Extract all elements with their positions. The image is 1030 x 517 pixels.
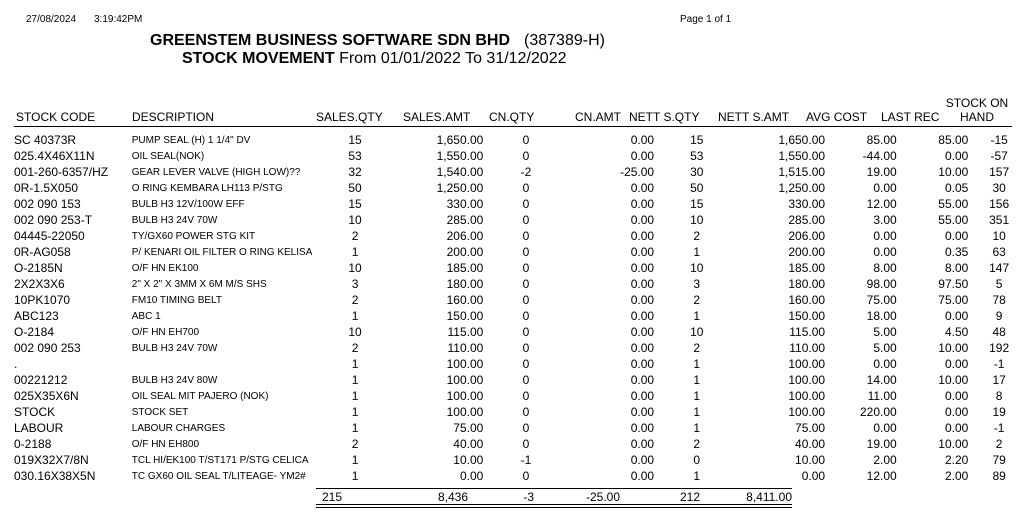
table-row <box>14 196 1030 212</box>
table-row <box>14 372 1030 388</box>
stock-code-cell: 002 090 253-T <box>14 213 93 227</box>
report-heading <box>182 50 567 68</box>
sales-qty-cell: 2 <box>351 437 359 451</box>
cn-amt-cell: 0.00 <box>630 245 655 259</box>
nett-sqty-cell: 10 <box>690 213 704 227</box>
description-cell: GEAR LEVER VALVE (HIGH LOW)?? <box>131 166 301 178</box>
nett-sqty-cell: 2 <box>693 341 701 355</box>
description-cell: O/F HN EH800 <box>131 438 200 450</box>
stock-code-cell: . <box>14 357 18 371</box>
last-rec-cell: 2.20 <box>944 453 969 467</box>
table-row <box>14 356 1030 372</box>
cn-amt-cell: 0.00 <box>630 453 655 467</box>
col-last-rec: LAST REC <box>881 110 940 124</box>
nett-samt-cell: 75.00 <box>795 421 826 435</box>
stock-on-hand-cell: 147 <box>989 261 1010 275</box>
cn-amt-cell: 0.00 <box>630 421 655 435</box>
description-cell: BULB H3 12V/100W EFF <box>131 198 245 210</box>
last-rec-cell: 55.00 <box>938 197 969 211</box>
cn-amt-cell: 0.00 <box>630 181 655 195</box>
stock-on-hand-cell: 5 <box>995 277 1003 291</box>
sales-amt-cell: 1,550.00 <box>436 149 484 163</box>
nett-sqty-cell: 15 <box>690 197 704 211</box>
nett-samt-cell: 100.00 <box>788 357 826 371</box>
last-rec-cell: 8.00 <box>944 261 969 275</box>
stock-code-cell: O-2184 <box>14 325 55 339</box>
total-sales-amt: 8,436 <box>437 490 468 504</box>
nett-sqty-cell: 30 <box>690 165 704 179</box>
cn-qty-cell: 0 <box>522 181 530 195</box>
table-row <box>14 260 1030 276</box>
last-rec-cell: 2.00 <box>944 469 969 483</box>
cn-amt-cell: 0.00 <box>630 405 655 419</box>
cn-amt-cell: 0.00 <box>630 469 655 483</box>
stock-code-cell: 002 090 253 <box>14 341 81 355</box>
sales-amt-cell: 330.00 <box>446 197 484 211</box>
company-name: GREENSTEM BUSINESS SOFTWARE SDN BHD <box>150 32 511 49</box>
stock-code-cell: SC 40373R <box>14 133 77 147</box>
sales-amt-cell: 180.00 <box>446 277 484 291</box>
avg-cost-cell: 5.00 <box>873 341 897 355</box>
nett-samt-cell: 100.00 <box>788 373 826 387</box>
cn-amt-cell: 0.00 <box>630 133 655 147</box>
avg-cost-cell: 8.00 <box>873 261 897 275</box>
table-row <box>14 212 1030 228</box>
stock-on-hand-cell: 19 <box>992 405 1006 419</box>
table-row <box>14 420 1030 436</box>
sales-qty-cell: 15 <box>348 133 362 147</box>
sales-qty-cell: 2 <box>351 229 359 243</box>
sales-qty-cell: 2 <box>351 293 359 307</box>
stock-on-hand-cell: 192 <box>989 341 1010 355</box>
avg-cost-cell: 0.00 <box>873 357 897 371</box>
stock-code-cell: 019X32X7/8N <box>14 453 89 467</box>
description-cell <box>132 356 313 372</box>
nett-samt-cell: 285.00 <box>788 213 826 227</box>
description-cell: BULB H3 24V 70W <box>131 214 218 226</box>
stock-on-hand-cell: 89 <box>992 469 1006 483</box>
table-row <box>14 148 1030 164</box>
total-nett-samt: 8,411.00 <box>746 490 792 504</box>
cn-qty-cell: 0 <box>522 373 530 387</box>
nett-sqty-cell: 10 <box>690 325 704 339</box>
stock-code-cell: 00221212 <box>14 373 68 387</box>
col-stock-on-hand-line1: STOCK ON <box>945 96 1009 110</box>
cn-amt-cell: -25.00 <box>620 165 655 179</box>
last-rec-cell: 85.00 <box>938 133 969 147</box>
stock-on-hand-cell: -57 <box>990 149 1008 163</box>
nett-sqty-cell: 1 <box>693 469 701 483</box>
avg-cost-cell: 11.00 <box>867 389 897 403</box>
cn-amt-cell: 0.00 <box>630 149 655 163</box>
cn-qty-cell: 0 <box>522 421 530 435</box>
cn-amt-cell: 0.00 <box>630 213 655 227</box>
sales-qty-cell: 1 <box>351 405 359 419</box>
table-row <box>14 468 1030 484</box>
description-cell: TC GX60 OIL SEAL T/LITEAGE- YM2# <box>131 470 306 482</box>
avg-cost-cell: 19.00 <box>866 437 897 451</box>
sales-amt-cell: 285.00 <box>446 213 484 227</box>
description-cell: ABC 1 <box>131 310 161 322</box>
sales-qty-cell: 2 <box>351 341 359 355</box>
last-rec-cell: 0.00 <box>944 229 969 243</box>
cn-qty-cell: 0 <box>522 405 530 419</box>
cn-qty-cell: 0 <box>522 229 530 243</box>
description-cell: OIL SEAL(NOK) <box>131 150 205 162</box>
nett-sqty-cell: 15 <box>690 133 704 147</box>
table-row <box>14 324 1030 340</box>
cn-amt-cell: 0.00 <box>630 293 655 307</box>
last-rec-cell: 0.35 <box>944 245 969 259</box>
sales-qty-cell: 3 <box>351 277 359 291</box>
sales-qty-cell: 10 <box>348 213 362 227</box>
cn-amt-cell: 0.00 <box>630 197 655 211</box>
nett-sqty-cell: 0 <box>693 453 701 467</box>
nett-samt-cell: 1,515.00 <box>778 165 826 179</box>
last-rec-cell: 0.05 <box>944 181 969 195</box>
nett-samt-cell: 100.00 <box>788 405 826 419</box>
sales-qty-cell: 1 <box>351 309 359 323</box>
nett-samt-cell: 1,650.00 <box>778 133 826 147</box>
stock-code-cell: 0R-1.5X050 <box>14 181 79 195</box>
stock-code-cell: 04445-22050 <box>14 229 85 243</box>
stock-code-cell: 0R-AG058 <box>14 245 71 259</box>
description-cell: STOCK SET <box>131 406 189 418</box>
stock-code-cell: 002 090 153 <box>14 197 81 211</box>
sales-amt-cell: 0.00 <box>459 469 484 483</box>
description-cell: OIL SEAL MIT PAJERO (NOK) <box>131 390 269 402</box>
last-rec-cell: 75.00 <box>938 293 969 307</box>
nett-sqty-cell: 1 <box>693 421 701 435</box>
company-registration: (387389-H) <box>524 32 605 49</box>
sales-amt-cell: 1,650.00 <box>436 133 484 147</box>
nett-samt-cell: 206.00 <box>788 229 826 243</box>
stock-on-hand-cell: 17 <box>992 373 1006 387</box>
avg-cost-cell: 19.00 <box>866 165 897 179</box>
cn-qty-cell: 0 <box>522 149 530 163</box>
nett-sqty-cell: 1 <box>693 357 701 371</box>
stock-on-hand-cell: 79 <box>992 453 1006 467</box>
cn-amt-cell: 0.00 <box>630 277 655 291</box>
description-cell: O/F HN EH700 <box>131 326 200 338</box>
stock-code-cell: ABC123 <box>14 309 59 323</box>
total-sales-qty: 215 <box>321 490 342 504</box>
nett-samt-cell: 100.00 <box>788 389 826 403</box>
cn-amt-cell: 0.00 <box>630 229 655 243</box>
sales-qty-cell: 1 <box>351 245 359 259</box>
stock-code-cell: 10PK1070 <box>14 293 71 307</box>
cn-amt-cell: 0.00 <box>630 357 655 371</box>
last-rec-cell: 0.00 <box>944 405 969 419</box>
stock-on-hand-cell: 9 <box>995 309 1003 323</box>
avg-cost-cell: 98.00 <box>866 277 897 291</box>
cn-qty-cell: 0 <box>522 245 530 259</box>
sales-amt-cell: 75.00 <box>453 421 484 435</box>
nett-samt-cell: 1,250.00 <box>778 181 826 195</box>
table-row <box>14 228 1030 244</box>
last-rec-cell: 0.00 <box>944 421 969 435</box>
nett-sqty-cell: 1 <box>693 309 701 323</box>
nett-sqty-cell: 2 <box>693 293 701 307</box>
avg-cost-cell: 5.00 <box>873 325 897 339</box>
last-rec-cell: 55.00 <box>938 213 969 227</box>
nett-samt-cell: 330.00 <box>788 197 826 211</box>
avg-cost-cell: 75.00 <box>866 293 897 307</box>
description-cell: BULB H3 24V 80W <box>131 374 218 386</box>
page-number: Page 1 of 1 <box>680 14 732 25</box>
table-row <box>14 436 1030 452</box>
table-row <box>14 276 1030 292</box>
stock-on-hand-cell: 10 <box>992 229 1006 243</box>
cn-amt-cell: 0.00 <box>630 325 655 339</box>
nett-sqty-cell: 1 <box>693 245 701 259</box>
stock-on-hand-cell: 351 <box>989 213 1010 227</box>
nett-samt-cell: 1,550.00 <box>778 149 826 163</box>
avg-cost-cell: 12.00 <box>866 197 897 211</box>
sales-qty-cell: 1 <box>351 389 359 403</box>
last-rec-cell: 4.50 <box>944 325 969 339</box>
table-row <box>14 340 1030 356</box>
sales-qty-cell: 10 <box>348 325 362 339</box>
sales-qty-cell: 15 <box>348 197 362 211</box>
stock-code-cell: STOCK <box>14 405 56 419</box>
table-row <box>14 404 1030 420</box>
nett-sqty-cell: 10 <box>690 261 704 275</box>
nett-sqty-cell: 53 <box>690 149 704 163</box>
last-rec-cell: 0.00 <box>944 389 969 403</box>
sales-amt-cell: 1,250.00 <box>436 181 484 195</box>
report-period: From 01/01/2022 To 31/12/2022 <box>339 50 567 67</box>
col-cn-qty: CN.QTY <box>489 110 535 124</box>
table-row <box>14 292 1030 308</box>
avg-cost-cell: 18.00 <box>866 309 897 323</box>
cn-qty-cell: 0 <box>522 389 530 403</box>
col-nett-samt: NETT S.AMT <box>718 110 790 124</box>
avg-cost-cell: -44.00 <box>862 149 897 163</box>
cn-amt-cell: 0.00 <box>630 373 655 387</box>
last-rec-cell: 0.00 <box>944 149 969 163</box>
stock-code-cell: 030.16X38X5N <box>14 469 96 483</box>
description-cell: BULB H3 24V 70W <box>131 342 218 354</box>
print-date: 27/08/2024 <box>26 14 77 25</box>
col-sales-qty: SALES.QTY <box>316 110 383 124</box>
nett-samt-cell: 115.00 <box>789 325 826 339</box>
stock-code-cell: 0-2188 <box>14 437 52 451</box>
stock-code-cell: LABOUR <box>14 421 64 435</box>
description-cell: P/ KENARI OIL FILTER O RING KELISA <box>131 246 313 258</box>
cn-qty-cell: 0 <box>522 469 530 483</box>
sales-amt-cell: 100.00 <box>446 389 484 403</box>
sales-qty-cell: 50 <box>348 181 362 195</box>
sales-qty-cell: 1 <box>351 357 359 371</box>
table-row <box>14 180 1030 196</box>
description-cell: TY/GX60 POWER STG KIT <box>131 230 256 242</box>
sales-qty-cell: 1 <box>351 453 359 467</box>
cn-qty-cell: 0 <box>522 133 530 147</box>
sales-amt-cell: 185.00 <box>446 261 484 275</box>
nett-samt-cell: 180.00 <box>788 277 826 291</box>
total-cn-qty: -3 <box>523 490 534 504</box>
nett-samt-cell: 0.00 <box>801 469 826 483</box>
col-cn-amt: CN.AMT <box>575 110 621 124</box>
table-row <box>14 308 1030 324</box>
totals-top-rule <box>316 488 792 489</box>
nett-sqty-cell: 2 <box>693 229 701 243</box>
cn-qty-cell: 0 <box>522 277 530 291</box>
nett-samt-cell: 160.00 <box>788 293 826 307</box>
total-nett-sqty: 212 <box>679 490 700 504</box>
stock-on-hand-cell: 78 <box>992 293 1006 307</box>
stock-on-hand-cell: 48 <box>992 325 1006 339</box>
cn-qty-cell: 0 <box>522 341 530 355</box>
print-time: 3:19:42PM <box>94 14 143 25</box>
sales-qty-cell: 53 <box>348 149 362 163</box>
stock-on-hand-cell: 156 <box>989 197 1010 211</box>
stock-on-hand-cell: -1 <box>993 357 1005 371</box>
sales-amt-cell: 1,540.00 <box>436 165 484 179</box>
col-avg-cost: AVG COST <box>806 110 868 124</box>
stock-code-cell: 025X35X6N <box>14 389 79 403</box>
last-rec-cell: 0.00 <box>944 309 969 323</box>
avg-cost-cell: 220.00 <box>860 405 897 419</box>
cn-qty-cell: -2 <box>520 165 532 179</box>
table-row <box>14 452 1030 468</box>
sales-amt-cell: 40.00 <box>453 437 484 451</box>
col-nett-sqty: NETT S.QTY <box>629 110 700 124</box>
cn-amt-cell: 0.00 <box>630 261 655 275</box>
avg-cost-cell: 0.00 <box>873 229 897 243</box>
sales-amt-cell: 100.00 <box>446 405 484 419</box>
col-stock-on-hand-line2: HAND <box>959 110 994 124</box>
avg-cost-cell: 0.00 <box>873 421 897 435</box>
table-row <box>14 388 1030 404</box>
nett-sqty-cell: 3 <box>693 277 701 291</box>
nett-samt-cell: 110.00 <box>789 341 826 355</box>
sales-qty-cell: 1 <box>351 469 359 483</box>
col-stock-code: STOCK CODE <box>16 110 96 124</box>
stock-code-cell: 025.4X46X11N <box>14 149 95 163</box>
sales-amt-cell: 160.00 <box>446 293 484 307</box>
sales-qty-cell: 1 <box>351 373 359 387</box>
stock-code-cell: 2X2X3X6 <box>14 277 65 291</box>
last-rec-cell: 10.00 <box>938 341 969 355</box>
cn-amt-cell: 0.00 <box>630 341 655 355</box>
avg-cost-cell: 85.00 <box>866 133 897 147</box>
stock-on-hand-cell: 30 <box>992 181 1006 195</box>
description-cell: TCL HI/EK100 T/ST171 P/STG CELICA <box>131 454 309 466</box>
cn-qty-cell: 0 <box>522 197 530 211</box>
avg-cost-cell: 12.00 <box>866 469 897 483</box>
cn-qty-cell: 0 <box>522 309 530 323</box>
nett-samt-cell: 40.00 <box>795 437 826 451</box>
company-title <box>150 32 605 50</box>
last-rec-cell: 10.00 <box>938 437 969 451</box>
sales-qty-cell: 10 <box>348 261 362 275</box>
cn-qty-cell: 0 <box>522 261 530 275</box>
header-divider <box>14 126 1012 127</box>
last-rec-cell: 97.50 <box>938 277 969 291</box>
sales-qty-cell: 1 <box>351 421 359 435</box>
nett-sqty-cell: 1 <box>693 389 701 403</box>
cn-qty-cell: 0 <box>522 213 530 227</box>
sales-amt-cell: 150.00 <box>446 309 484 323</box>
stock-on-hand-cell: 2 <box>995 437 1003 451</box>
stock-on-hand-cell: -1 <box>993 421 1005 435</box>
cn-qty-cell: 0 <box>522 293 530 307</box>
stock-on-hand-cell: 63 <box>992 245 1006 259</box>
cn-amt-cell: 0.00 <box>630 389 655 403</box>
cn-amt-cell: 0.00 <box>630 309 655 323</box>
cn-qty-cell: 0 <box>522 325 530 339</box>
description-cell: FM10 TIMING BELT <box>131 294 222 306</box>
avg-cost-cell: 14.00 <box>866 373 897 387</box>
cn-amt-cell: 0.00 <box>630 437 655 451</box>
cn-qty-cell: 0 <box>522 357 530 371</box>
avg-cost-cell: 0.00 <box>873 245 897 259</box>
col-description: DESCRIPTION <box>132 110 215 124</box>
nett-sqty-cell: 50 <box>690 181 704 195</box>
cn-qty-cell: 0 <box>522 437 530 451</box>
stock-on-hand-cell: 8 <box>995 389 1003 403</box>
sales-amt-cell: 10.00 <box>453 453 484 467</box>
nett-samt-cell: 10.00 <box>795 453 826 467</box>
sales-amt-cell: 200.00 <box>446 245 484 259</box>
stock-on-hand-cell: -15 <box>990 133 1008 147</box>
table-row <box>14 132 1030 148</box>
description-cell: PUMP SEAL (H) 1 1/4" DV <box>131 134 251 146</box>
description-cell: LABOUR CHARGES <box>131 422 226 434</box>
avg-cost-cell: 3.00 <box>873 213 897 227</box>
totals-double-rule <box>316 504 792 508</box>
cn-qty-cell: -1 <box>520 453 532 467</box>
nett-samt-cell: 200.00 <box>788 245 826 259</box>
description-cell: O RING KEMBARA LH113 P/STG <box>131 182 283 194</box>
last-rec-cell: 10.00 <box>938 373 969 387</box>
nett-samt-cell: 185.00 <box>788 261 826 275</box>
last-rec-cell: 10.00 <box>938 165 969 179</box>
sales-qty-cell: 32 <box>348 165 362 179</box>
sales-amt-cell: 100.00 <box>446 357 484 371</box>
col-stock-on-hand <box>944 96 1010 124</box>
avg-cost-cell: 0.00 <box>873 181 897 195</box>
nett-samt-cell: 150.00 <box>788 309 826 323</box>
nett-sqty-cell: 1 <box>693 373 701 387</box>
nett-sqty-cell: 2 <box>693 437 701 451</box>
description-cell: O/F HN EK100 <box>131 262 199 274</box>
col-sales-amt: SALES.AMT <box>403 110 471 124</box>
table-row <box>14 164 1030 180</box>
sales-amt-cell: 115.00 <box>447 325 484 339</box>
description-cell: 2" X 2" X 3MM X 6M M/S SHS <box>131 278 267 290</box>
total-cn-amt: -25.00 <box>585 490 620 504</box>
stock-code-cell: 001-260-6357/HZ <box>14 165 109 179</box>
sales-amt-cell: 100.00 <box>446 373 484 387</box>
last-rec-cell: 0.00 <box>944 357 969 371</box>
nett-sqty-cell: 1 <box>693 405 701 419</box>
stock-movement-table <box>14 132 1030 484</box>
sales-amt-cell: 206.00 <box>446 229 484 243</box>
sales-amt-cell: 110.00 <box>447 341 484 355</box>
stock-on-hand-cell: 157 <box>989 165 1010 179</box>
table-row <box>14 244 1030 260</box>
avg-cost-cell: 2.00 <box>873 453 897 467</box>
stock-code-cell: O-2185N <box>14 261 63 275</box>
report-title: STOCK MOVEMENT <box>182 50 335 67</box>
